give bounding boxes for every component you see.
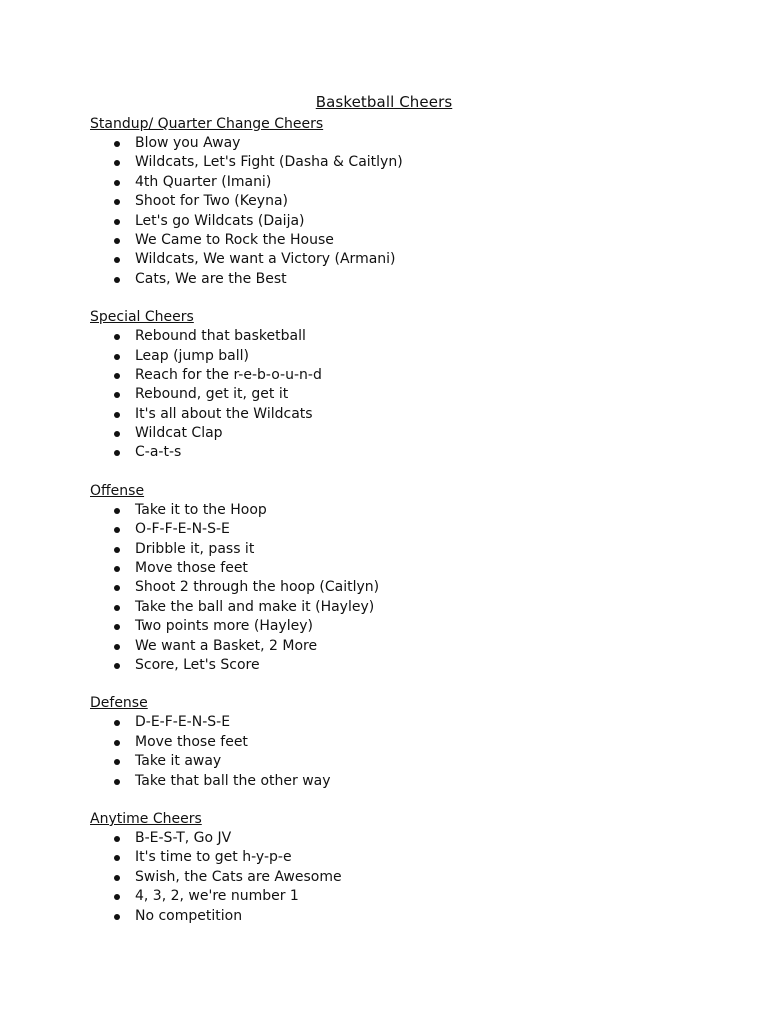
list-item xyxy=(90,212,730,231)
section-offense xyxy=(90,481,730,676)
list-item-text: Take that ball the other way xyxy=(135,772,331,789)
bullet-icon xyxy=(114,334,120,340)
list-item xyxy=(90,752,730,771)
list-item-text: Shoot 2 through the hoop (Caitlyn) xyxy=(135,579,380,596)
list-item-text: We want a Basket, 2 More xyxy=(135,637,318,654)
bullet-icon xyxy=(114,894,120,900)
bullet-icon xyxy=(114,257,120,263)
bullet-icon xyxy=(114,720,120,726)
list-item-text: Wildcats, We want a Victory (Armani) xyxy=(135,251,396,268)
bullet-icon xyxy=(114,508,120,514)
document-title: Basketball Cheers xyxy=(315,93,453,111)
bullet-icon xyxy=(114,354,120,360)
bullet-icon xyxy=(114,585,120,591)
list-item xyxy=(90,578,730,597)
list-item xyxy=(90,848,730,867)
list-item-text: Cats, We are the Best xyxy=(135,270,287,287)
bullet-icon xyxy=(114,779,120,785)
bullet-icon xyxy=(114,527,120,533)
list-item xyxy=(90,501,730,520)
list-item-text: Score, Let's Score xyxy=(135,656,260,673)
section-standup-cheers xyxy=(90,114,730,289)
bullet-icon xyxy=(114,914,120,920)
bullet-icon xyxy=(114,277,120,283)
bullet-icon xyxy=(114,180,120,186)
bullet-icon xyxy=(114,624,120,630)
list-item xyxy=(90,385,730,404)
list-item xyxy=(90,366,730,385)
list-item-text: Move those feet xyxy=(135,733,248,750)
list-item-text: Wildcats, Let's Fight (Dasha & Caitlyn) xyxy=(135,154,403,171)
bullet-icon xyxy=(114,855,120,861)
list-item xyxy=(90,656,730,675)
list-item-text: We Came to Rock the House xyxy=(135,231,334,248)
list-item-text: O-F-F-E-N-S-E xyxy=(135,521,230,538)
list-item xyxy=(90,443,730,462)
bullet-icon xyxy=(114,141,120,147)
bullet-icon xyxy=(114,759,120,765)
list-item-text: D-E-F-E-N-S-E xyxy=(135,714,231,731)
list-item-text: No competition xyxy=(135,907,243,924)
cheer-list xyxy=(90,501,730,676)
list-item-text: Rebound, get it, get it xyxy=(135,386,289,403)
list-item-text: Swish, the Cats are Awesome xyxy=(135,868,342,885)
bullet-icon xyxy=(114,199,120,205)
document-body xyxy=(90,114,730,944)
bullet-icon xyxy=(114,392,120,398)
bullet-icon xyxy=(114,412,120,418)
list-item xyxy=(90,173,730,192)
section-heading: Standup/ Quarter Change Cheers xyxy=(90,116,324,132)
list-item xyxy=(90,868,730,887)
list-item xyxy=(90,772,730,791)
list-item xyxy=(90,405,730,424)
bullet-icon xyxy=(114,450,120,456)
list-item xyxy=(90,192,730,211)
list-item xyxy=(90,907,730,926)
list-item-text: Rebound that basketball xyxy=(135,328,306,345)
list-item-text: Let's go Wildcats (Daija) xyxy=(135,212,305,229)
list-item xyxy=(90,713,730,732)
bullet-icon xyxy=(114,836,120,842)
cheer-list xyxy=(90,713,730,791)
bullet-icon xyxy=(114,605,120,611)
list-item xyxy=(90,520,730,539)
list-item xyxy=(90,134,730,153)
list-item-text: It's time to get h-y-p-e xyxy=(135,849,292,866)
list-item xyxy=(90,559,730,578)
section-defense xyxy=(90,693,730,791)
list-item-text: Reach for the r-e-b-o-u-n-d xyxy=(135,366,322,383)
list-item-text: Move those feet xyxy=(135,560,248,577)
bullet-icon xyxy=(114,875,120,881)
list-item-text: Shoot for Two (Keyna) xyxy=(135,193,288,210)
bullet-icon xyxy=(114,644,120,650)
list-item xyxy=(90,153,730,172)
list-item-text: B-E-S-T, Go JV xyxy=(135,829,232,846)
list-item-text: Wildcat Clap xyxy=(135,425,223,442)
list-item xyxy=(90,637,730,656)
list-item-text: It's all about the Wildcats xyxy=(135,405,313,422)
list-item-text: Blow you Away xyxy=(135,135,241,151)
list-item-text: Leap (jump ball) xyxy=(135,347,249,364)
bullet-icon xyxy=(114,373,120,379)
bullet-icon xyxy=(114,219,120,225)
list-item xyxy=(90,250,730,269)
section-heading: Defense xyxy=(90,695,148,712)
list-item xyxy=(90,231,730,250)
section-heading: Special Cheers xyxy=(90,309,194,326)
bullet-icon xyxy=(114,238,120,244)
list-item-text: Take it to the Hoop xyxy=(135,501,267,518)
cheer-list xyxy=(90,134,730,289)
list-item xyxy=(90,540,730,559)
list-item xyxy=(90,733,730,752)
list-item-text: Take the ball and make it (Hayley) xyxy=(135,598,375,615)
list-item-text: 4th Quarter (Imani) xyxy=(135,173,272,190)
section-anytime-cheers xyxy=(90,809,730,926)
bullet-icon xyxy=(114,740,120,746)
cheer-list xyxy=(90,829,730,926)
bullet-icon xyxy=(114,566,120,572)
list-item xyxy=(90,617,730,636)
bullet-icon xyxy=(114,431,120,437)
list-item-text: C-a-t-s xyxy=(135,444,182,461)
list-item xyxy=(90,347,730,366)
cheer-list xyxy=(90,327,730,463)
section-special-cheers xyxy=(90,307,730,463)
bullet-icon xyxy=(114,547,120,553)
section-heading: Anytime Cheers xyxy=(90,810,202,827)
bullet-icon xyxy=(114,663,120,669)
list-item-text: Two points more (Hayley) xyxy=(135,618,313,635)
list-item xyxy=(90,887,730,906)
bullet-icon xyxy=(114,160,120,166)
list-item xyxy=(90,829,730,848)
list-item xyxy=(90,424,730,443)
list-item xyxy=(90,598,730,617)
list-item xyxy=(90,270,730,289)
list-item-text: 4, 3, 2, we're number 1 xyxy=(135,888,299,905)
list-item-text: Dribble it, pass it xyxy=(135,540,255,557)
list-item-text: Take it away xyxy=(135,753,222,770)
list-item xyxy=(90,327,730,346)
section-heading: Offense xyxy=(90,482,145,499)
